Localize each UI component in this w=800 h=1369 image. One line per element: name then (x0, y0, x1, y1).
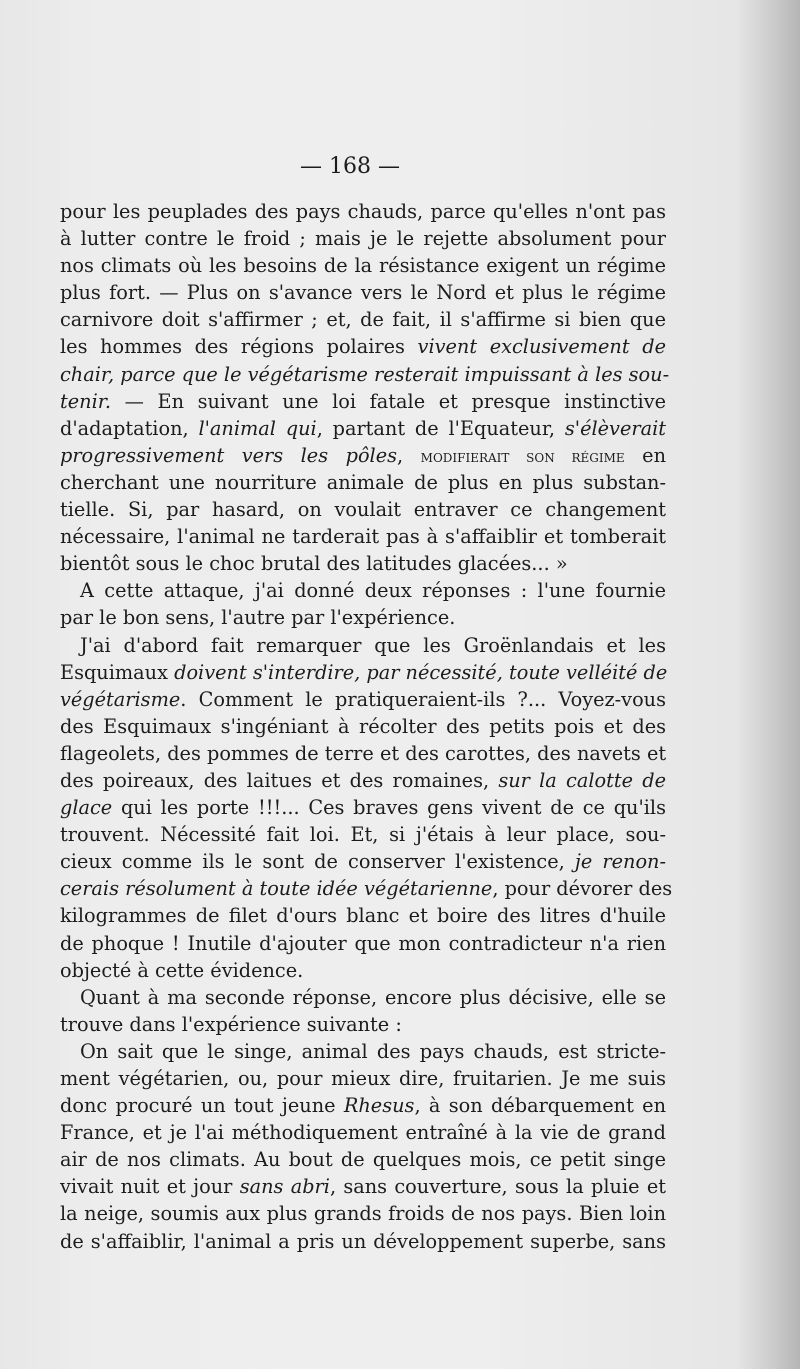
text-run: nécessaire, l'animal ne tarderait pas à s'affaiblir et tomberait (60, 525, 666, 549)
text-line (60, 875, 673, 902)
text-run: , partant de l'Equateur, (316, 416, 565, 440)
text-line (60, 1038, 666, 1065)
italic-run: doivent s'interdire, par nécessité, toute velléité de (174, 660, 668, 684)
italic-run: sur la calotte de (498, 768, 666, 792)
text-run: , sans couverture, sous la pluie et (329, 1175, 666, 1199)
text-line (60, 306, 666, 333)
text-line (60, 333, 666, 360)
text-line (60, 1228, 666, 1255)
small-caps-run: modifierait son régime (420, 446, 625, 467)
text-run: objecté à cette évidence. (60, 958, 304, 982)
text-run: à lutter contre le froid ; mais je le rejette absolument pour (60, 227, 666, 251)
text-run: tielle. Si, par hasard, on voulait entraver ce changement (60, 498, 666, 522)
text-line (60, 279, 666, 306)
text-run: , (397, 443, 421, 467)
text-line (60, 740, 666, 767)
text-run: nos climats où les besoins de la résistance exigent un régime (60, 254, 666, 278)
text-run: de phoque ! Inutile d'ajouter que mon contradicteur n'a rien (60, 931, 666, 955)
text-line (60, 1092, 666, 1119)
text-run: les hommes des régions polaires (60, 335, 418, 359)
italic-run: chair, parce que le végétarisme resterait impuissant à les sou- (60, 362, 670, 386)
text-line (60, 930, 666, 957)
text-line (60, 442, 666, 469)
text-run: pour les peuplades des pays chauds, parce qu'elles n'ont pas (60, 200, 666, 223)
text-line (60, 577, 666, 604)
text-line (60, 198, 666, 225)
italic-run: Rhesus (343, 1094, 415, 1118)
text-line (60, 713, 666, 740)
text-line (60, 1065, 666, 1092)
text-run: flageolets, des pommes de terre et des carottes, des navets et (60, 741, 667, 765)
text-line (60, 848, 666, 875)
text-run: , pour dévorer des (492, 877, 673, 901)
text-line (60, 1200, 666, 1227)
text-line (60, 550, 666, 577)
text-run: ment végétarien, ou, pour mieux dire, fruitarien. Je me suis (60, 1067, 666, 1090)
text-line (60, 604, 666, 631)
text-run: air de nos climats. Au bout de quelques mois, ce petit singe (60, 1148, 666, 1172)
text-line (60, 388, 666, 415)
text-line (60, 632, 666, 659)
text-run: plus fort. — Plus on s'avance vers le Nord et plus le régime (60, 281, 666, 305)
body-text (60, 198, 673, 1255)
text-line (60, 252, 666, 279)
text-line (60, 686, 666, 713)
text-line (60, 496, 666, 523)
text-run: de s'affaiblir, l'animal a pris un développement superbe, sans (60, 1229, 666, 1253)
text-run: qui les porte !!!... Ces braves gens vivent de ce qu'ils (112, 796, 666, 820)
text-line (60, 415, 666, 442)
text-run: Quant à ma seconde réponse, encore plus décisive, elle se (80, 985, 666, 1009)
text-run: On sait que le singe, animal des pays chauds, est stricte- (80, 1039, 666, 1063)
text-run: donc procuré un tout jeune (60, 1094, 344, 1118)
text-line (60, 767, 666, 794)
text-run: trouve dans l'expérience suivante : (60, 1012, 402, 1036)
italic-run: l'animal qui (198, 416, 317, 440)
text-line (60, 523, 666, 550)
text-run: . Comment le pratiqueraient-ils ?... Voyez-vous (180, 687, 666, 711)
text-run: A cette attaque, j'ai donné deux réponses : l'une fournie (80, 579, 666, 603)
text-run: carnivore doit s'affirmer ; et, de fait, il s'affirme si bien que (60, 308, 666, 332)
text-run: France, et je l'ai méthodiquement entraîné à la vie de grand (60, 1121, 666, 1145)
text-run: , à son débarquement en (414, 1094, 666, 1118)
italic-run: je renon- (574, 850, 666, 874)
text-line (60, 659, 666, 686)
italic-run: sans abri (239, 1175, 330, 1199)
text-line (60, 1146, 666, 1173)
text-run: trouvent. Nécessité fait loi. Et, si j'étais à leur place, sou- (60, 823, 666, 847)
text-run: en (624, 443, 666, 467)
text-line (60, 902, 666, 929)
text-run: Esquimaux (60, 660, 175, 684)
page-number: — 168 — (300, 154, 400, 179)
text-line (60, 469, 666, 496)
text-run: vivait nuit et jour (60, 1175, 240, 1199)
text-run: kilogrammes de filet d'ours blanc et boire des litres d'huile (60, 904, 666, 928)
text-line (60, 1173, 666, 1200)
text-run: des poireaux, des laitues et des romaines, (60, 768, 499, 792)
text-line (60, 794, 666, 821)
text-line (60, 821, 666, 848)
text-run: cherchant une nourriture animale de plus en plus substan- (60, 470, 666, 494)
text-line (60, 984, 666, 1011)
italic-run: vivent exclusivement de (417, 335, 666, 359)
text-line (60, 361, 670, 388)
text-run: par le bon sens, l'autre par l'expérience. (60, 606, 456, 630)
text-run: J'ai d'abord fait remarquer que les Groënlandais et les (80, 633, 666, 657)
italic-run: végétarisme (60, 687, 181, 711)
text-run: d'adaptation, (60, 416, 199, 440)
text-line (60, 225, 666, 252)
text-run: des Esquimaux s'ingéniant à récolter des petits pois et des (60, 714, 666, 738)
text-run: — En suivant une loi fatale et presque instinctive (110, 389, 666, 413)
italic-run: tenir. (60, 389, 111, 413)
text-line (60, 1011, 666, 1038)
italic-run: glace (60, 796, 113, 820)
text-line (60, 957, 666, 984)
italic-run: cerais résolument à toute idée végétarienne (60, 877, 493, 901)
text-run: la neige, soumis aux plus grands froids de nos pays. Bien loin (60, 1202, 666, 1226)
italic-run: progressivement vers les pôles (60, 443, 398, 467)
italic-run: s'élèverait (564, 416, 666, 440)
text-line (60, 1119, 666, 1146)
text-run: bientôt sous le choc brutal des latitudes glacées... » (60, 552, 568, 576)
text-run: cieux comme ils le sont de conserver l'existence, (60, 850, 575, 874)
